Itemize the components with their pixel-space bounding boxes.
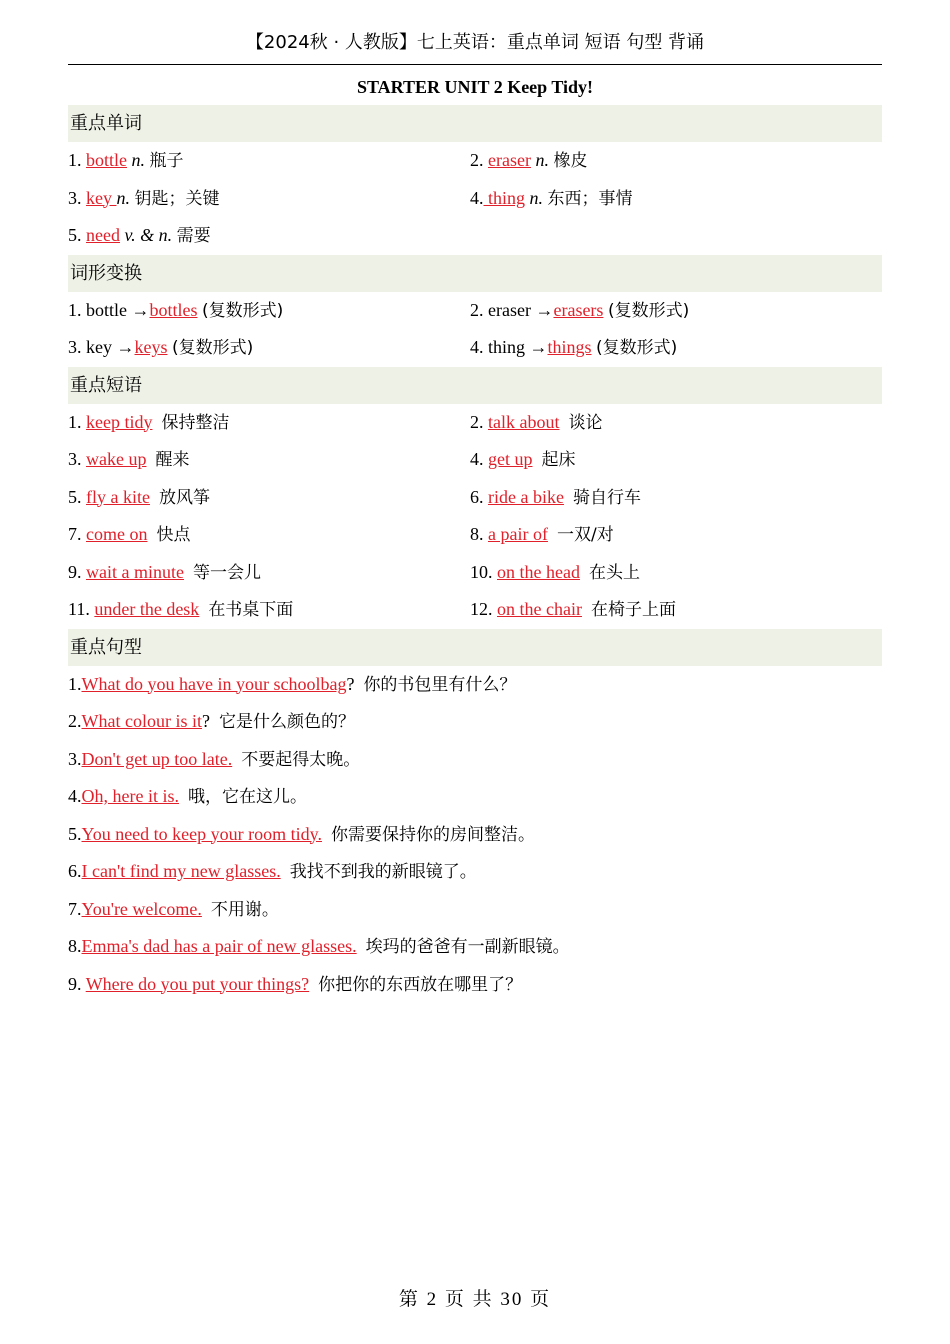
word-meaning: 橡皮 xyxy=(553,151,588,171)
sentence-row xyxy=(68,966,882,1004)
phrase-answer: on the chair xyxy=(497,599,582,619)
sentence-meaning: 你需要保持你的房间整洁。 xyxy=(330,824,535,845)
phrase-answer: wait a minute xyxy=(86,561,184,582)
section-heading-phrases: 重点短语 xyxy=(68,367,882,404)
form-note: (复数形式) xyxy=(172,338,254,358)
word-meaning: 需要 xyxy=(176,226,211,246)
sentence-answer: Don't get up too late. xyxy=(81,748,233,769)
form-base: bottle → xyxy=(86,299,150,320)
sentence-answer: Oh, here it is. xyxy=(81,786,179,806)
phrase-answer: get up xyxy=(488,449,533,469)
item-number: 7. xyxy=(68,524,82,544)
item-number: 2. xyxy=(470,150,484,170)
item-number: 11. xyxy=(68,599,90,619)
item-number: 2. xyxy=(470,411,484,432)
item-number: 8. xyxy=(68,936,82,956)
section-heading-forms: 词形变换 xyxy=(68,255,882,292)
item-number: 4. xyxy=(470,187,484,208)
phrase-item xyxy=(68,479,210,518)
sentence-meaning: 不要起得太晚。 xyxy=(241,749,361,770)
phrase-item xyxy=(470,404,602,443)
phrase-item xyxy=(470,591,676,630)
sentence-row xyxy=(68,891,882,929)
item-number: 8. xyxy=(470,524,484,544)
form-note: (复数形式) xyxy=(596,338,678,358)
sentence-answer: What do you have in your schoolbag xyxy=(81,673,347,694)
word-item xyxy=(68,180,220,219)
sentence-answer: You need to keep your room tidy. xyxy=(81,823,322,844)
item-number: 6. xyxy=(470,486,484,507)
item-number: 1. xyxy=(68,299,82,320)
form-item xyxy=(470,329,677,368)
form-answer: erasers xyxy=(553,299,604,320)
form-answer: keys xyxy=(134,337,168,357)
form-base: key → xyxy=(86,337,135,357)
word-meaning: 东西；事情 xyxy=(547,188,633,209)
item-number: 3. xyxy=(68,449,82,469)
page-header-title: 【2024秋 · 人教版】七上英语：重点单词 短语 句型 背诵 xyxy=(245,32,705,53)
phrase-item xyxy=(470,554,640,593)
unit-title: STARTER UNIT 2 Keep Tidy! xyxy=(356,77,594,97)
worksheet-content xyxy=(68,105,882,1003)
phrase-meaning: 谈论 xyxy=(568,412,603,433)
section-heading-words: 重点单词 xyxy=(68,105,882,142)
phrases-row xyxy=(68,516,882,554)
form-note: (复数形式) xyxy=(202,300,284,321)
sentence-answer: I can't find my new glasses. xyxy=(81,861,281,881)
forms-row xyxy=(68,292,882,330)
phrases-row xyxy=(68,404,882,442)
form-item xyxy=(68,329,253,368)
words-row xyxy=(68,217,882,255)
item-number: 10. xyxy=(470,561,493,582)
phrase-item xyxy=(470,479,641,518)
sentence-row xyxy=(68,853,882,891)
item-number: 5. xyxy=(68,486,82,507)
sentence-row xyxy=(68,703,882,741)
phrase-answer: under the desk xyxy=(94,599,200,619)
item-number: 7. xyxy=(68,898,82,919)
item-number: 4. xyxy=(470,449,484,469)
part-of-speech: n. xyxy=(529,187,544,208)
item-number: 3. xyxy=(68,337,82,357)
phrase-meaning: 在头上 xyxy=(588,562,640,583)
part-of-speech: v. & n. xyxy=(124,225,173,245)
phrase-meaning: 在书桌下面 xyxy=(208,600,294,620)
phrase-answer: wake up xyxy=(86,449,147,469)
form-answer: bottles xyxy=(149,299,198,320)
sentence-row xyxy=(68,928,882,966)
phrase-item xyxy=(470,441,576,480)
item-number: 1. xyxy=(68,411,82,432)
item-number: 5. xyxy=(68,225,82,245)
sentence-row xyxy=(68,666,882,704)
phrases-row xyxy=(68,591,882,629)
phrase-item xyxy=(470,516,614,555)
sentence-answer: Emma's dad has a pair of new glasses. xyxy=(81,936,357,956)
phrases-row xyxy=(68,479,882,517)
word-answer: eraser xyxy=(488,150,531,170)
item-number: 3. xyxy=(68,187,82,208)
words-row xyxy=(68,180,882,218)
phrase-meaning: 骑自行车 xyxy=(572,487,641,508)
phrase-answer: come on xyxy=(86,524,148,544)
item-number: 9. xyxy=(68,973,86,994)
phrase-item xyxy=(68,516,190,555)
item-number: 12. xyxy=(470,599,493,619)
sentence-meaning: 我找不到我的新眼镜了。 xyxy=(289,862,477,882)
words-row xyxy=(68,142,882,180)
form-note: (复数形式) xyxy=(607,300,690,321)
item-number: 2. xyxy=(68,711,82,731)
phrase-meaning: 放风筝 xyxy=(158,487,210,508)
item-number: 4. xyxy=(68,786,82,806)
phrase-meaning: 保持整洁 xyxy=(161,412,230,433)
phrase-answer: a pair of xyxy=(488,524,548,544)
word-item xyxy=(68,142,184,181)
phrases-row xyxy=(68,441,882,479)
phrase-answer: ride a bike xyxy=(488,486,564,507)
item-number: 3. xyxy=(68,748,82,769)
phrase-meaning: 醒来 xyxy=(155,450,190,470)
phrases-row xyxy=(68,554,882,592)
phrase-meaning: 等一会儿 xyxy=(192,562,261,583)
sentence-meaning: 哦，它在这儿。 xyxy=(187,787,307,807)
sentence-answer: Where do you put your things? xyxy=(85,973,310,994)
item-number: 4. xyxy=(470,337,484,357)
forms-row xyxy=(68,329,882,367)
phrase-meaning: 在椅子上面 xyxy=(590,600,676,620)
phrase-meaning: 起床 xyxy=(541,450,576,470)
phrase-answer: fly a kite xyxy=(86,486,150,507)
item-number: 6. xyxy=(68,861,82,881)
part-of-speech: n. xyxy=(535,150,549,170)
phrase-item xyxy=(68,441,189,480)
word-answer: need xyxy=(86,225,120,245)
word-item xyxy=(470,180,633,219)
form-base: eraser → xyxy=(488,299,554,320)
sentence-meaning: 它是什么颜色的？ xyxy=(218,712,355,732)
sentence-row xyxy=(68,741,882,779)
part-of-speech: n. xyxy=(131,150,145,170)
sentence-meaning: 你的书包里有什么？ xyxy=(363,674,517,695)
phrase-meaning: 一双/对 xyxy=(556,525,614,545)
form-answer: things xyxy=(547,337,592,357)
sentence-meaning: 不用谢。 xyxy=(210,899,279,920)
item-number: 5. xyxy=(68,823,82,844)
sentence-row xyxy=(68,816,882,854)
word-meaning: 钥匙；关键 xyxy=(134,188,220,209)
word-answer: thing xyxy=(483,187,526,208)
phrase-item xyxy=(68,591,293,630)
sentence-answer: You're welcome. xyxy=(81,898,202,919)
form-item xyxy=(68,292,283,331)
sentence-meaning: 埃玛的爸爸有一副新眼镜。 xyxy=(365,937,570,957)
item-number: 2. xyxy=(470,299,484,320)
section-heading-sentences: 重点句型 xyxy=(68,629,882,666)
sentence-meaning: 你把你的东西放在哪里了？ xyxy=(318,974,523,995)
word-item xyxy=(470,142,587,181)
phrase-item xyxy=(68,554,261,593)
sentence-tail: ? xyxy=(201,711,210,731)
phrase-answer: on the head xyxy=(497,561,580,582)
sentence-answer: What colour is it xyxy=(81,711,202,731)
word-answer: bottle xyxy=(86,150,127,170)
sentence-row xyxy=(68,778,882,816)
part-of-speech: n. xyxy=(116,187,130,208)
phrase-meaning: 快点 xyxy=(156,525,191,545)
sentence-tail: ? xyxy=(346,673,355,694)
word-answer: key xyxy=(86,187,117,208)
item-number: 1. xyxy=(68,673,82,694)
phrase-item xyxy=(68,404,229,443)
word-meaning: 瓶子 xyxy=(149,151,184,171)
header-divider xyxy=(68,64,882,65)
phrase-answer: talk about xyxy=(488,411,560,432)
form-item xyxy=(470,292,689,331)
item-number: 9. xyxy=(68,561,82,582)
item-number: 1. xyxy=(68,150,82,170)
phrase-answer: keep tidy xyxy=(86,411,153,432)
word-item xyxy=(68,217,211,256)
page-number-footer: 第 2 页 共 30 页 xyxy=(398,1289,552,1310)
form-base: thing → xyxy=(488,337,548,357)
